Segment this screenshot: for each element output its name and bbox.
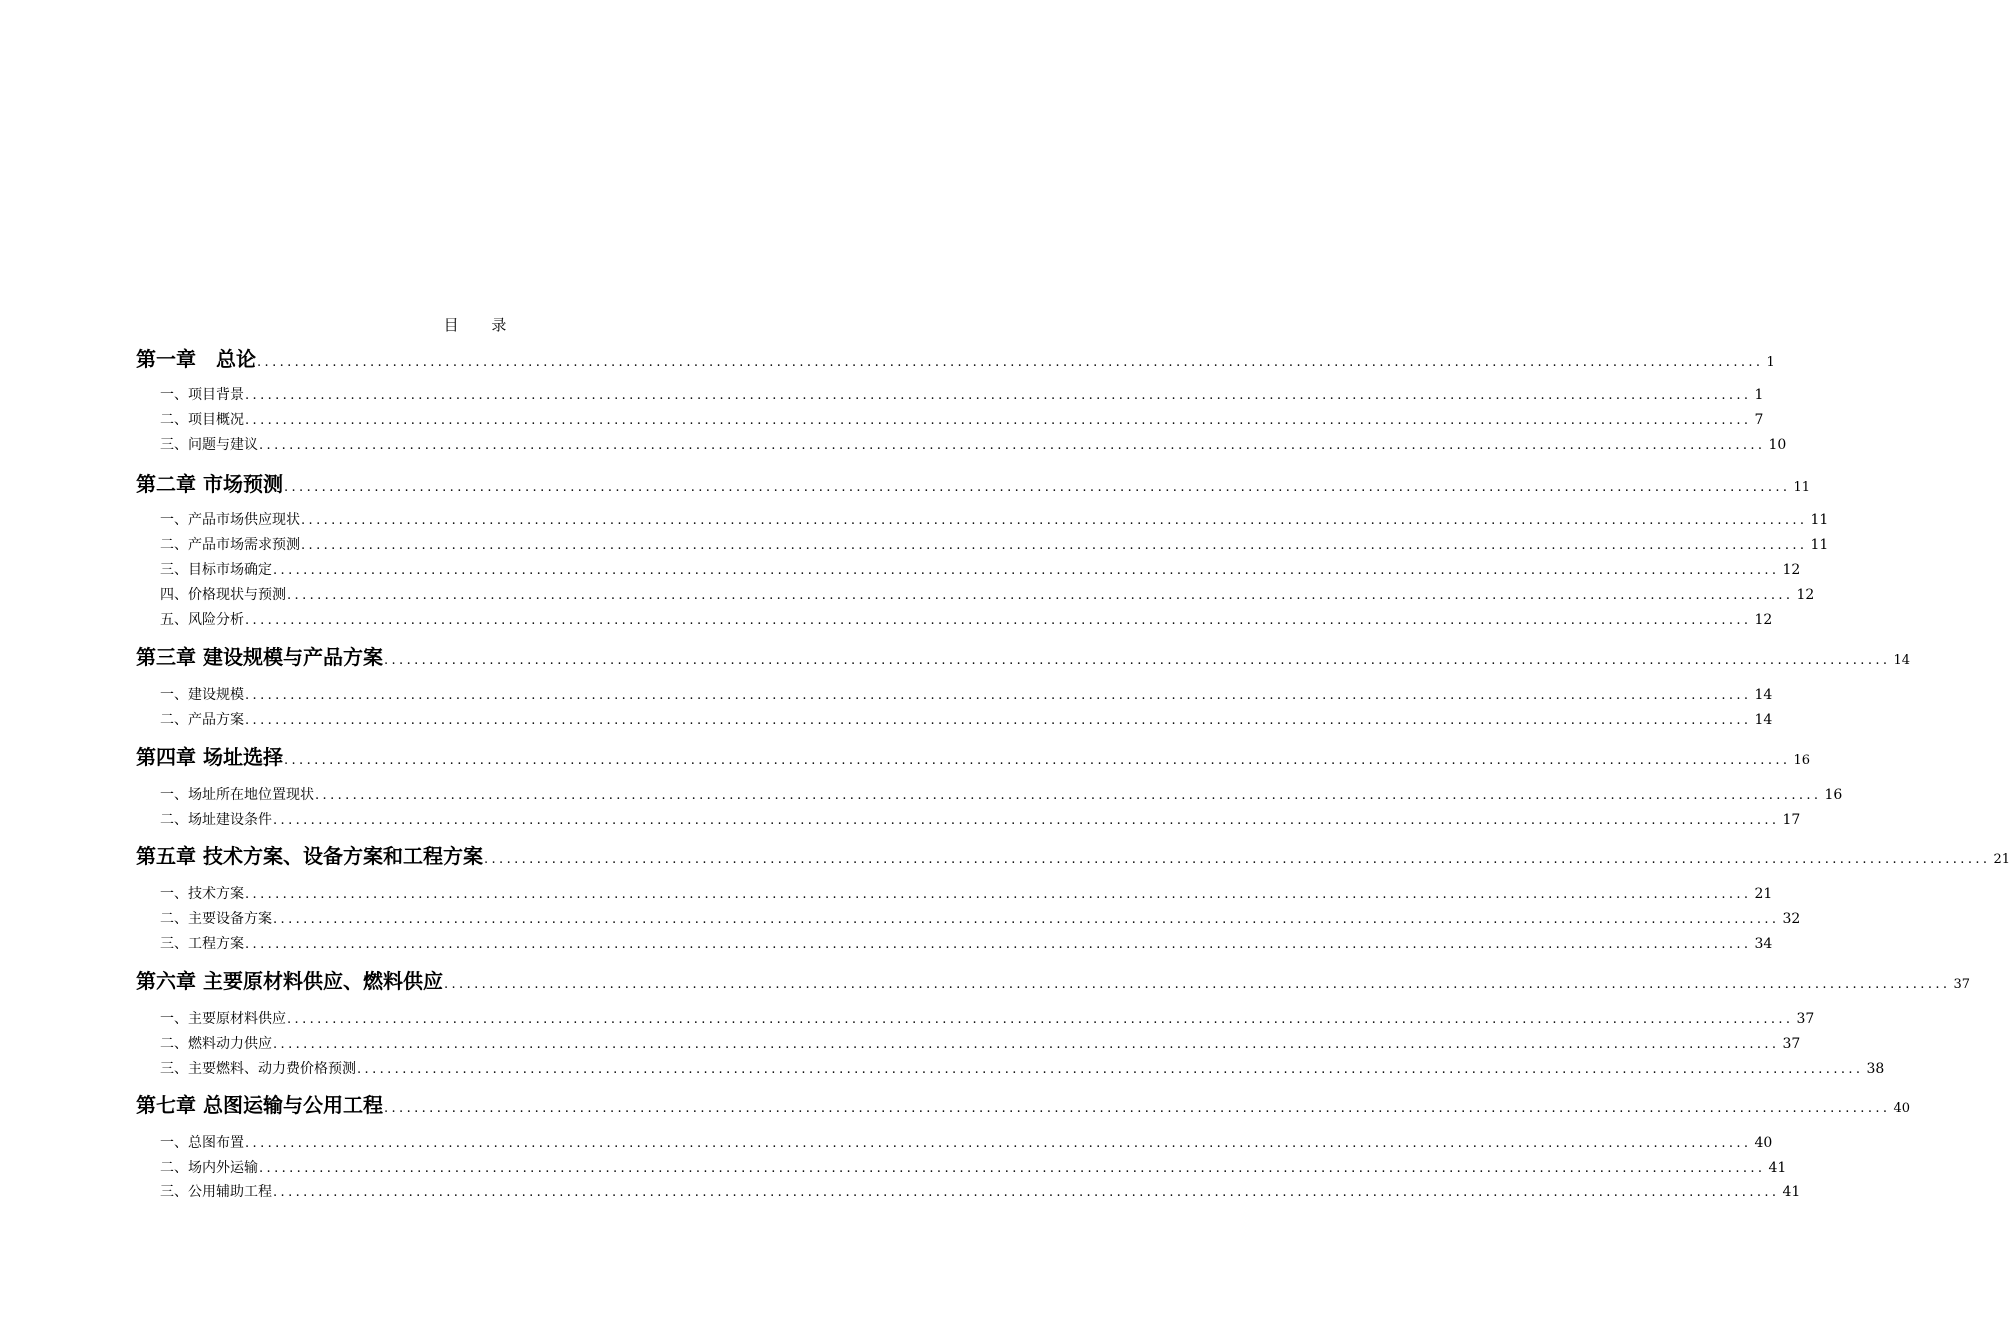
dot-leader: ........................................................................................................................................................................................................: [245, 688, 1752, 703]
toc-section-entry[interactable]: [0, 905, 1801, 929]
dot-leader: ........................................................................................................................................................................................................: [259, 1161, 1766, 1176]
dot-leader: ........................................................................................................................................................................................................: [287, 1012, 1794, 1027]
section-title: 二、主要设备方案: [160, 911, 272, 927]
toc-chapter-entry[interactable]: [0, 645, 1910, 670]
dot-leader: ........................................................................................................................................................................................................: [273, 563, 1780, 578]
toc-section-entry[interactable]: [0, 556, 1801, 580]
chapter-title: 第五章 技术方案、设备方案和工程方案: [136, 844, 483, 868]
dot-leader: ........................................................................................................................................................................................................: [273, 1185, 1780, 1200]
toc-section-entry[interactable]: [0, 506, 1829, 530]
dot-leader: ........................................................................................................................................................................................................: [287, 588, 1794, 603]
page-number: 40: [1754, 1135, 1773, 1151]
page-number: 37: [1782, 1036, 1801, 1052]
page-number: 12: [1754, 612, 1773, 628]
page-number: 7: [1754, 412, 1764, 428]
section-title: 三、主要燃料、动力费价格预测: [160, 1061, 356, 1077]
chapter-title: 第一章 总论: [136, 347, 256, 371]
dot-leader: ........................................................................................................................................................................................................: [357, 1062, 1864, 1077]
page-number: 37: [1953, 977, 1970, 992]
dot-leader: ........................................................................................................................................................................................................: [301, 538, 1808, 553]
dot-leader: ........................................................................................................................................................................................................: [283, 753, 1791, 768]
toc-chapter-entry[interactable]: [0, 844, 2010, 869]
page-number: 37: [1796, 1011, 1815, 1027]
page-number: 10: [1768, 437, 1787, 453]
page-number: 14: [1893, 653, 1910, 668]
toc-section-entry[interactable]: [0, 930, 1773, 954]
page-number: 21: [1993, 852, 2010, 867]
section-title: 一、技术方案: [160, 886, 244, 902]
page-number: 16: [1793, 753, 1810, 768]
page-number: 21: [1754, 886, 1773, 902]
toc-section-entry[interactable]: [0, 781, 1843, 805]
section-title: 二、场址建设条件: [160, 812, 272, 828]
page-number: 1: [1766, 355, 1775, 370]
page-number: 11: [1810, 537, 1829, 553]
toc-chapter-entry[interactable]: [0, 969, 1970, 994]
page-number: 16: [1824, 787, 1843, 803]
dot-leader: ........................................................................................................................................................................................................: [273, 1037, 1780, 1052]
dot-leader: ........................................................................................................................................................................................................: [257, 355, 1764, 370]
toc-section-entry[interactable]: [0, 581, 1815, 605]
dot-leader: ........................................................................................................................................................................................................: [315, 788, 1822, 803]
dot-leader: ........................................................................................................................................................................................................: [245, 613, 1752, 628]
toc-section-entry[interactable]: [0, 431, 1787, 455]
section-title: 三、目标市场确定: [160, 562, 272, 578]
section-title: 一、场址所在地位置现状: [160, 787, 314, 803]
toc-section-entry[interactable]: [0, 406, 1764, 430]
dot-leader: ........................................................................................................................................................................................................: [483, 852, 1991, 867]
dot-leader: ........................................................................................................................................................................................................: [245, 937, 1752, 952]
toc-section-entry[interactable]: [0, 1129, 1773, 1153]
toc-section-entry[interactable]: [0, 880, 1773, 904]
toc-section-entry[interactable]: [0, 606, 1773, 630]
page-number: 32: [1782, 911, 1801, 927]
page-number: 41: [1768, 1160, 1787, 1176]
dot-leader: ........................................................................................................................................................................................................: [245, 887, 1752, 902]
section-title: 一、项目背景: [160, 387, 244, 403]
dot-leader: ........................................................................................................................................................................................................: [383, 1101, 1891, 1116]
chapter-title: 第四章 场址选择: [136, 745, 283, 769]
toc-chapter-entry[interactable]: [0, 472, 1810, 497]
toc-section-entry[interactable]: [0, 706, 1773, 730]
chapter-title: 第三章 建设规模与产品方案: [136, 645, 383, 669]
section-title: 一、产品市场供应现状: [160, 512, 300, 528]
toc-section-entry[interactable]: [0, 1030, 1801, 1054]
toc-section-entry[interactable]: [0, 1178, 1801, 1202]
dot-leader: ........................................................................................................................................................................................................: [283, 480, 1791, 495]
page-number: 17: [1782, 812, 1801, 828]
page-number: 12: [1796, 587, 1815, 603]
page-number: 34: [1754, 936, 1773, 952]
page-number: 38: [1866, 1061, 1885, 1077]
page-number: 1: [1754, 387, 1764, 403]
section-title: 一、主要原材料供应: [160, 1011, 286, 1027]
dot-leader: ........................................................................................................................................................................................................: [443, 977, 1951, 992]
section-title: 一、建设规模: [160, 687, 244, 703]
dot-leader: ........................................................................................................................................................................................................: [301, 513, 1808, 528]
toc-chapter-entry[interactable]: [0, 347, 1775, 372]
section-title: 二、燃料动力供应: [160, 1036, 272, 1052]
toc-section-entry[interactable]: [0, 1154, 1787, 1178]
toc-section-entry[interactable]: [0, 806, 1801, 830]
page-number: 14: [1754, 687, 1773, 703]
page-number: 11: [1810, 512, 1829, 528]
page-number: 14: [1754, 712, 1773, 728]
section-title: 一、总图布置: [160, 1135, 244, 1151]
chapter-title: 第七章 总图运输与公用工程: [136, 1093, 383, 1117]
dot-leader: ........................................................................................................................................................................................................: [245, 413, 1752, 428]
dot-leader: ........................................................................................................................................................................................................: [245, 713, 1752, 728]
toc-section-entry[interactable]: [0, 381, 1764, 405]
chapter-title: 第二章 市场预测: [136, 472, 283, 496]
toc-section-entry[interactable]: [0, 531, 1829, 555]
page-number: 12: [1782, 562, 1801, 578]
toc-section-entry[interactable]: [0, 1055, 1885, 1079]
dot-leader: ........................................................................................................................................................................................................: [245, 1136, 1752, 1151]
page-number: 41: [1782, 1184, 1801, 1200]
toc-chapter-entry[interactable]: [0, 1093, 1910, 1118]
toc-section-entry[interactable]: [0, 1005, 1815, 1029]
section-title: 三、工程方案: [160, 936, 244, 952]
toc-section-entry[interactable]: [0, 681, 1773, 705]
dot-leader: ........................................................................................................................................................................................................: [273, 813, 1780, 828]
dot-leader: ........................................................................................................................................................................................................: [273, 912, 1780, 927]
toc-chapter-entry[interactable]: [0, 745, 1810, 770]
section-title: 三、问题与建议: [160, 437, 258, 453]
dot-leader: ........................................................................................................................................................................................................: [259, 438, 1766, 453]
section-title: 三、公用辅助工程: [160, 1184, 272, 1200]
dot-leader: ........................................................................................................................................................................................................: [383, 653, 1891, 668]
section-title: 二、场内外运输: [160, 1160, 258, 1176]
section-title: 二、产品市场需求预测: [160, 537, 300, 553]
dot-leader: ........................................................................................................................................................................................................: [245, 388, 1752, 403]
section-title: 二、项目概况: [160, 412, 244, 428]
section-title: 五、风险分析: [160, 612, 244, 628]
section-title: 二、产品方案: [160, 712, 244, 728]
section-title: 四、价格现状与预测: [160, 587, 286, 603]
page-number: 11: [1793, 480, 1810, 495]
toc-title: 目 录: [443, 316, 521, 334]
chapter-title: 第六章 主要原材料供应、燃料供应: [136, 969, 443, 993]
page-number: 40: [1893, 1101, 1910, 1116]
